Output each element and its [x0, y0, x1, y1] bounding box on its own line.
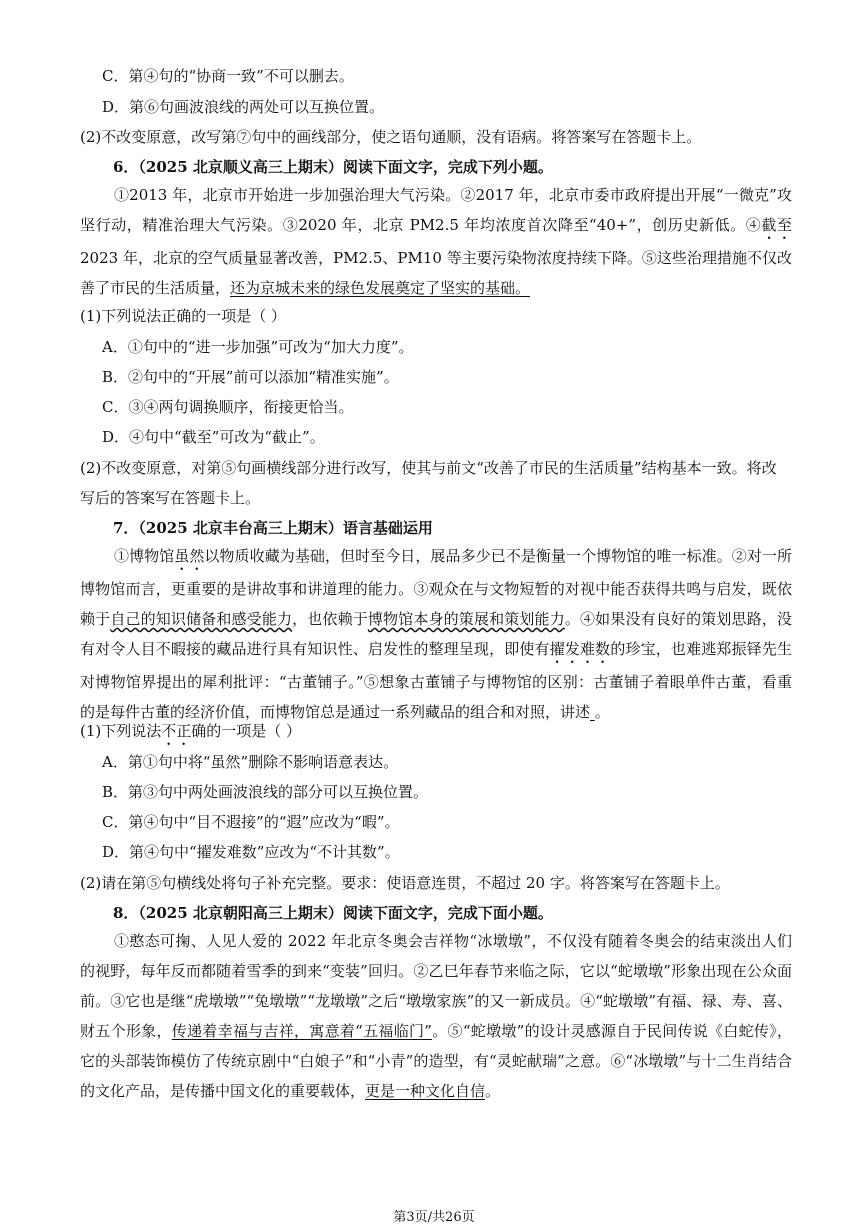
q6-subquestion-2-line2: 写后的答案写在答题卡上。: [80, 489, 261, 507]
q7-subquestion-2: (2)请在第⑤句横线处将句子补充完整。要求：使语意连贯，不超过 20 字。将答案写在答题卡上。: [80, 874, 730, 892]
q6-subquestion-2-line1: (2)不改变原意，对第⑤句画横线部分进行改写，使其与前文“改善了市民的生活质量”结构基本一致。将改: [80, 459, 777, 477]
q7-option-a: A．第①句中将“虽然”删除不影响语意表达。: [102, 753, 399, 771]
q5-option-c: C．第④句的“协商一致”不可以删去。: [102, 67, 354, 85]
q6-option-c: C．③④两句调换顺序，衔接更恰当。: [102, 398, 354, 416]
q6-subquestion-1: (1)下列说法正确的一项是（ ）: [80, 307, 287, 325]
q7-passage: ①博物馆虽然以物质收藏为基础，但时至今日，展品多少已不是衡量一个博物馆的唯一标准。②对一所博物馆而言，更重要的是讲故事和讲道理的能力。③观众在与文物短暂的对视中能否获得共鸣与启发，既依赖于自己的知识储备和感受能力，也依赖于博物馆本身的策展和策划能力。④如果没有良好的策划思路，没有对令人目不暇接的藏品进行具有知识性、启发性的整理呈现，即使有擢发难数的珍宝，也难逃郑振铎先生对博物馆界提出的犀利批评：“古董铺子。”⑤想象古董铺子与博物馆的区别：古董铺子着眼单件古董，看重的是每件古董的经济价值，而博物馆总是通过一系列藏品的组合和对照，讲述 。: [80, 547, 792, 721]
q6-header: 6．（2025 北京顺义高三上期末）阅读下面文字，完成下列小题。: [113, 158, 553, 176]
q8-header: 8．（2025 北京朝阳高三上期末）阅读下面文字，完成下面小题。: [113, 904, 553, 922]
q5-subquestion-2: (2)不改变原意，改写第⑦句中的画线部分，使之语句通顺，没有语病。将答案写在答题卡上。: [80, 128, 702, 146]
q7-option-c: C．第④句中“目不遐接”的“遐”应改为“暇”。: [102, 813, 400, 831]
q6-option-a: A．①句中的“进一步加强”可改为“加大力度”。: [102, 338, 414, 356]
q7-option-b: B．第③句中两处画波浪线的部分可以互换位置。: [102, 783, 429, 801]
q8-passage: ①憨态可掬、人见人爱的 2022 年北京冬奥会吉祥物“冰墩墩”，不仅没有随着冬奥会的结束淡出人们的视野，每年反而都随着雪季的到来“变装”回归。②乙巳年春节来临之际，它以“蛇墩墩”形象出现在公众面前。③它也是继“虎墩墩”“兔墩墩”“龙墩墩”之后“墩墩家族”的又一新成员。④“蛇墩墩”有福、禄、寿、喜、财五个形象，传递着幸福与吉祥，寓意着“五福临门”。⑤“蛇墩墩”的设计灵感源自于民间传说《白蛇传》，它的头部装饰模仿了传统京剧中“白娘子”和“小青”的造型，有“灵蛇献瑞”之意。⑥“冰墩墩”与十二生肖结合的文化产品，是传播中国文化的重要载体，更是一种文化自信。: [80, 932, 792, 1100]
q6-option-d: D．④句中“截至”可改为“截止”。: [102, 428, 325, 446]
page-footer: 第3页/共26页: [393, 1210, 475, 1225]
q6-option-b: B．②句中的“开展”前可以添加“精准实施”。: [102, 368, 399, 386]
q7-option-d: D．第④句中“擢发难数”应改为“不计其数”。: [102, 843, 400, 861]
q7-header: 7．（2025 北京丰台高三上期末）语言基础运用: [113, 519, 433, 537]
q5-option-d: D．第⑥句画波浪线的两处可以互换位置。: [102, 98, 385, 116]
q6-passage: ①2013 年，北京市开始进一步加强治理大气污染。②2017 年，北京市委市政府提出开展“一微克”攻坚行动，精准治理大气污染。③2020 年，北京 PM2.5 年均浓度首次降至“40+”，创历史新低。④截至 2023 年，北京的空气质量显著改善，PM2.5、PM10 等主要污染物浓度持续下降。⑤这些治理措施不仅改善了市民的生活质量，还为京城未来的绿色发展奠定了坚实的基础。: [80, 186, 792, 297]
q7-subquestion-1: (1)下列说法不正确的一项是（ ）: [80, 722, 302, 740]
